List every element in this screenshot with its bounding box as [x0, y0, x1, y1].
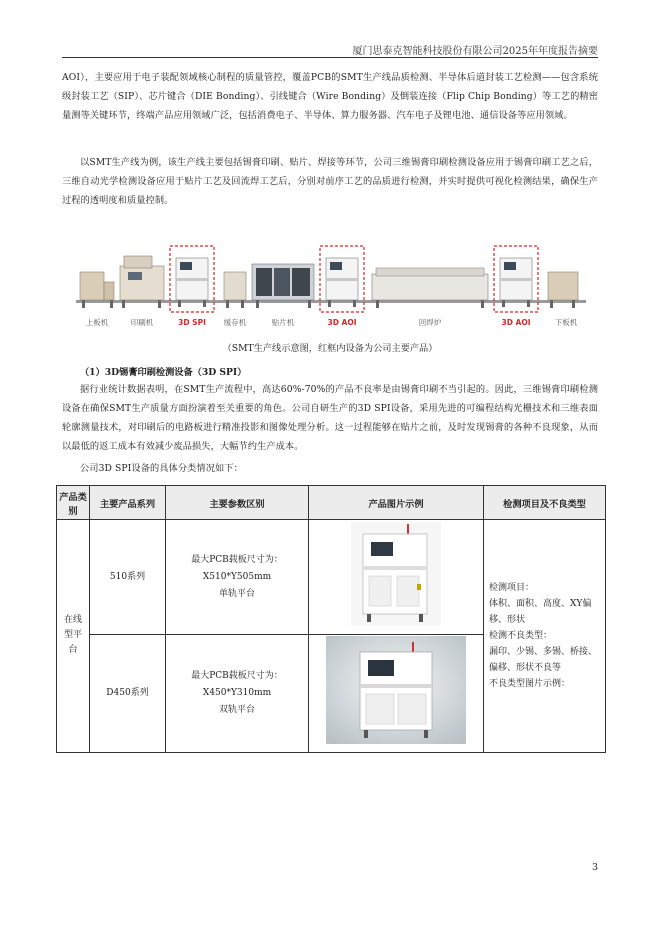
table-header-row: [57, 486, 606, 520]
figure-label-placement: 贴片机: [271, 318, 295, 327]
header-params: 主要参数区别: [166, 486, 309, 520]
paragraph-spi-importance: 据行业统计数据表明，在SMT生产流程中，高达60%-70%的产品不良率是由锡膏印刷不当引起的。因此，三维锡膏印刷检测设备在确保SMT生产质量方面扮演着至关重要的角色。公司自研生产的3D SPI设备，采用先进的可编程结构光栅技术和三维表面轮廓测量技术，对印刷后的电路板进行精准投影和图像处理分析。这一过程能够在贴片之前，及时发现锡膏的各种不良现象，从而以最低的返工成本有效减少废品损失，大幅节约生产成本。: [62, 384, 598, 452]
figure-caption: （SMT生产线示意图，红框内设备为公司主要产品）: [222, 343, 438, 354]
defect-types-title: 检测不良类型：: [489, 631, 553, 641]
figure-label-printer: 印刷机: [130, 318, 154, 327]
cell-params-d450: [166, 635, 309, 753]
param-title: 最大PCB载板尺寸为：: [191, 671, 283, 681]
param-size: X510*Y505mm: [202, 571, 272, 582]
cell-image-510: [309, 520, 484, 635]
figure-label-loader: 上板机: [85, 318, 109, 327]
cell-category: [57, 520, 90, 753]
cell-series-510: 510系列: [90, 520, 166, 635]
detection-items-title: 检测项目：: [489, 583, 535, 593]
paragraph-aoi-applications: AOI），主要应用于电子装配领域核心制程的质量管控，覆盖PCB的SMT生产线品质检测、半导体后道封装工艺检测——包含系统级封装工艺（SIP）、芯片键合（DIE Bonding）、引线键合（Wire Bonding）及倒装连接（Flip Chip Bonding）等工艺的精密量测等关键环节，终端产品应用领域广泛，包括消费电子、半导体、算力服务器、汽车电子及锂电池、通信设备等应用领域。: [62, 72, 598, 121]
spi-510-machine-photo: [351, 522, 441, 626]
spi-classification-table: [56, 485, 606, 753]
header-rule: [62, 57, 598, 58]
report-header-title: 厦门思泰克智能科技股份有限公司2025年年度报告摘要: [352, 46, 598, 57]
paragraph-spi-classification-intro: 公司3D SPI设备的具体分类情况如下：: [80, 463, 243, 474]
figure-label-buffer: 缓存机: [223, 318, 247, 327]
figure-label-unloader: 下板机: [554, 318, 578, 327]
cell-image-d450: [309, 635, 484, 753]
figure-label-aoi-1: 3D AOI: [327, 318, 357, 327]
header-image: 产品图片示例: [309, 486, 484, 520]
spi-d450-machine-photo: [326, 636, 466, 744]
table-row: [57, 520, 606, 635]
param-title: 最大PCB载板尺寸为：: [191, 554, 283, 565]
param-track: 双轨平台: [218, 705, 255, 715]
header-detection: 检测项目及不良类型: [484, 486, 606, 520]
category-label: 在线型平台: [63, 615, 82, 655]
printer-machine: [120, 256, 164, 308]
page-number: 3: [592, 862, 599, 873]
cell-detection: [484, 520, 606, 753]
figure-label-reflow: 回焊炉: [418, 318, 442, 327]
section-title: （1）3D锡膏印刷检测设备（3D SPI）: [80, 367, 247, 378]
cell-params-510: [166, 520, 309, 635]
figure-label-spi: 3D SPI: [178, 318, 206, 327]
param-size: X450*Y310mm: [202, 688, 272, 698]
paragraph-smt-line: 以SMT生产线为例，该生产线主要包括锡膏印刷、贴片、焊接等环节，公司三维锡膏印刷检测设备应用于锡膏印刷工艺之后，三维自动光学检测设备应用于贴片工艺及回流焊工艺后，分别对前序工艺的品质进行检测，并实时提供可视化检测结果，确保生产过程的透明度和质量控制。: [62, 157, 598, 206]
smt-line-figure: [76, 242, 586, 332]
header-category: 产品类别: [57, 486, 90, 520]
detection-items: 体积、面积、高度、XY偏移、形状: [489, 599, 592, 625]
defect-images-title: 不良类型图片示例：: [489, 679, 571, 689]
figure-label-aoi-2: 3D AOI: [501, 318, 531, 327]
param-track: 单轨平台: [218, 588, 255, 599]
header-series: 主要产品系列: [90, 486, 166, 520]
defect-types: 漏印、少锡、多锡、桥接、偏移、形状不良等: [489, 647, 598, 673]
cell-series-d450: D450系列: [90, 635, 166, 753]
